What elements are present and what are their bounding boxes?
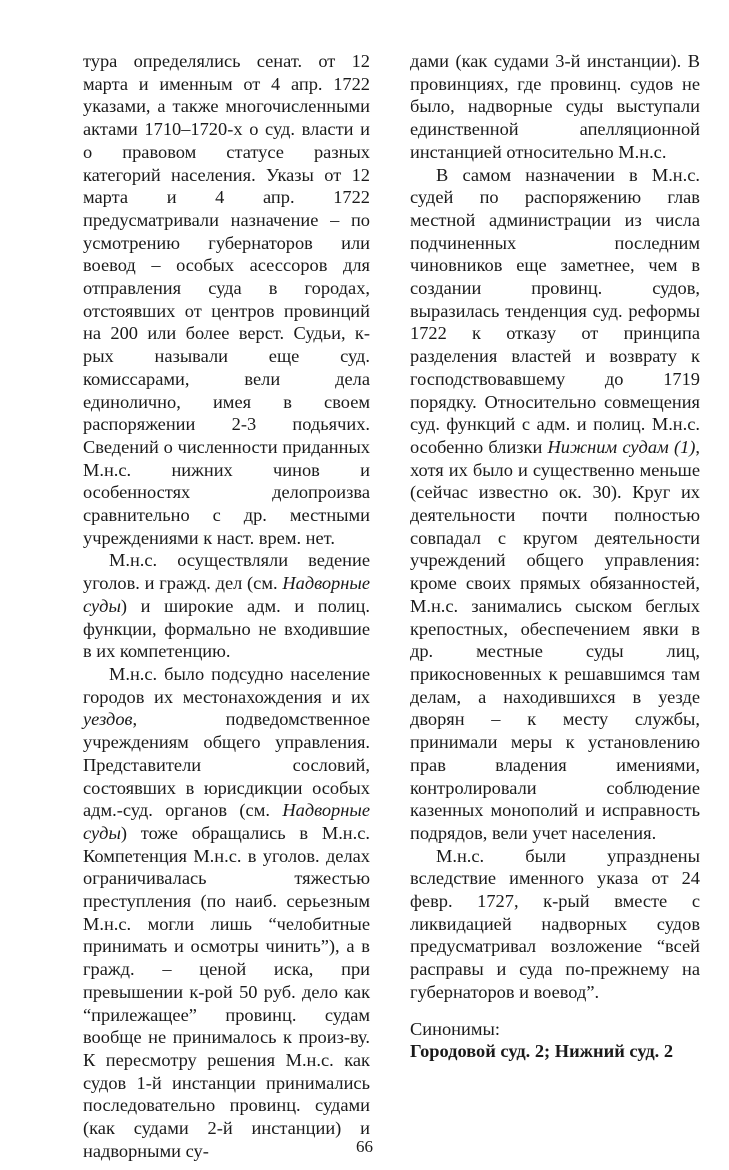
left-paragraph-3 (83, 663, 370, 1162)
synonyms-terms: Городовой суд. 2; Нижний суд. 2 (410, 1041, 674, 1062)
left-p3-text-a: М.н.с. было подсудно население городов их местонахождения и их (83, 663, 370, 707)
right-p2-text-a: В самом назначении в М.н.с. судей по распоряжению глав местной администрации из числа подчиненных последним чиновников еще заметнее, чем в создании провинц. судов, выразилась тенденция суд. реформы 1722 к отказу от принципа разделения властей и возврату к господствовавшему до 1719 порядку. Относительно совмещения суд. функций с адм. и полиц. М.н.с. особенно близки (410, 164, 700, 457)
left-paragraph-2 (83, 549, 370, 663)
right-p2-text-b: , хотя их было и существенно меньше (сейчас известно ок. 30). Круг их деятельности почти полностью совпадал с кругом деятельности учреждений общего управления: кроме своих прямых обязанностей, М.н.с. занимались сыском беглых крепостных, обеспечением явки в др. местные суды лиц, прикосновенных к решавшимся там делам, а находившихся в уезде дворян – к месту службы, принимали меры к установлению прав владения имениями, контролировали соблюдение казенных монополий и исправность подрядов, вели учет населения. (410, 436, 700, 843)
right-paragraph-3: М.н.с. были упразднены вследствие именного указа от 24 февр. 1727, к-рый вместе с ликвидацией надворных судов предусматривал возложение “всей расправы и суда по-прежнему на губернаторов и воевод”. (410, 845, 700, 1002)
right-paragraph-2 (410, 164, 700, 845)
left-paragraph-1: тура определялись сенат. от 12 марта и именным от 4 апр. 1722 указами, а также многочисленными актами 1710–1720-х о суд. власти и о правовом статусе разных категорий населения. Указы от 12 марта и 4 апр. 1722 предусматривали назначение – по усмотрению губернаторов или воевод – особых асессоров для отправления суда в городах, отстоявших от центров провинций на 200 или более верст. Судьи, к-рых называли еще суд. комиссарами, вели дела единолично, имея в своем распоряжении 2-3 подьячих. Сведений о численности приданных М.н.с. нижних чинов и особенностях делопроизва сравнительно с др. местными учреждениями к наст. врем. нет. (83, 51, 370, 548)
synonyms-label: Синонимы: (410, 1018, 500, 1039)
left-p3-reference-2: Надворные суды (83, 800, 370, 843)
left-p3-reference-1: уездов (83, 709, 133, 730)
left-p2-text-b: ) и широкие адм. и полиц. функции, формально не входившие в их компетенцию. (83, 595, 370, 662)
right-p2-reference: Нижним судам (1) (547, 436, 696, 457)
right-column (410, 50, 700, 1063)
right-paragraph-1: дами (как судами 3-й инстанции). В провинциях, где провинц. судов не было, надворные суды выступали единственной апелляционной инстанцией относительно М.н.с. (410, 51, 700, 162)
left-p2-text-a: М.н.с. осуществляли ведение уголов. и гражд. дел (см. (83, 550, 370, 594)
left-column (83, 50, 370, 1162)
page-number: 66 (356, 1137, 373, 1156)
left-p3-text-b: , подведомственное учреждениям общего управления. Представители сословий, состоявших в юрисдикции особых адм.-суд. органов (см. (83, 709, 370, 821)
left-p2-reference: Надворные суды (83, 573, 370, 616)
left-p3-text-c: ) тоже обращались в М.н.с. Компетенция М.н.с. в уголов. делах ограничивалась тяжестью преступления (по наиб. серьезным М.н.с. могли лишь “челобитные принимать и осмотры чинить”), а в гражд. – ценой иска, при превышении к-рой 50 руб. дело как “прилежащее” провинц. судам вообще не принималось к произ-ву. К пересмотру решения М.н.с. как судов 1-й инстанции принимались последовательно провинц. судами (как судами 2-й инстанции) и надворными су- (83, 822, 370, 1161)
